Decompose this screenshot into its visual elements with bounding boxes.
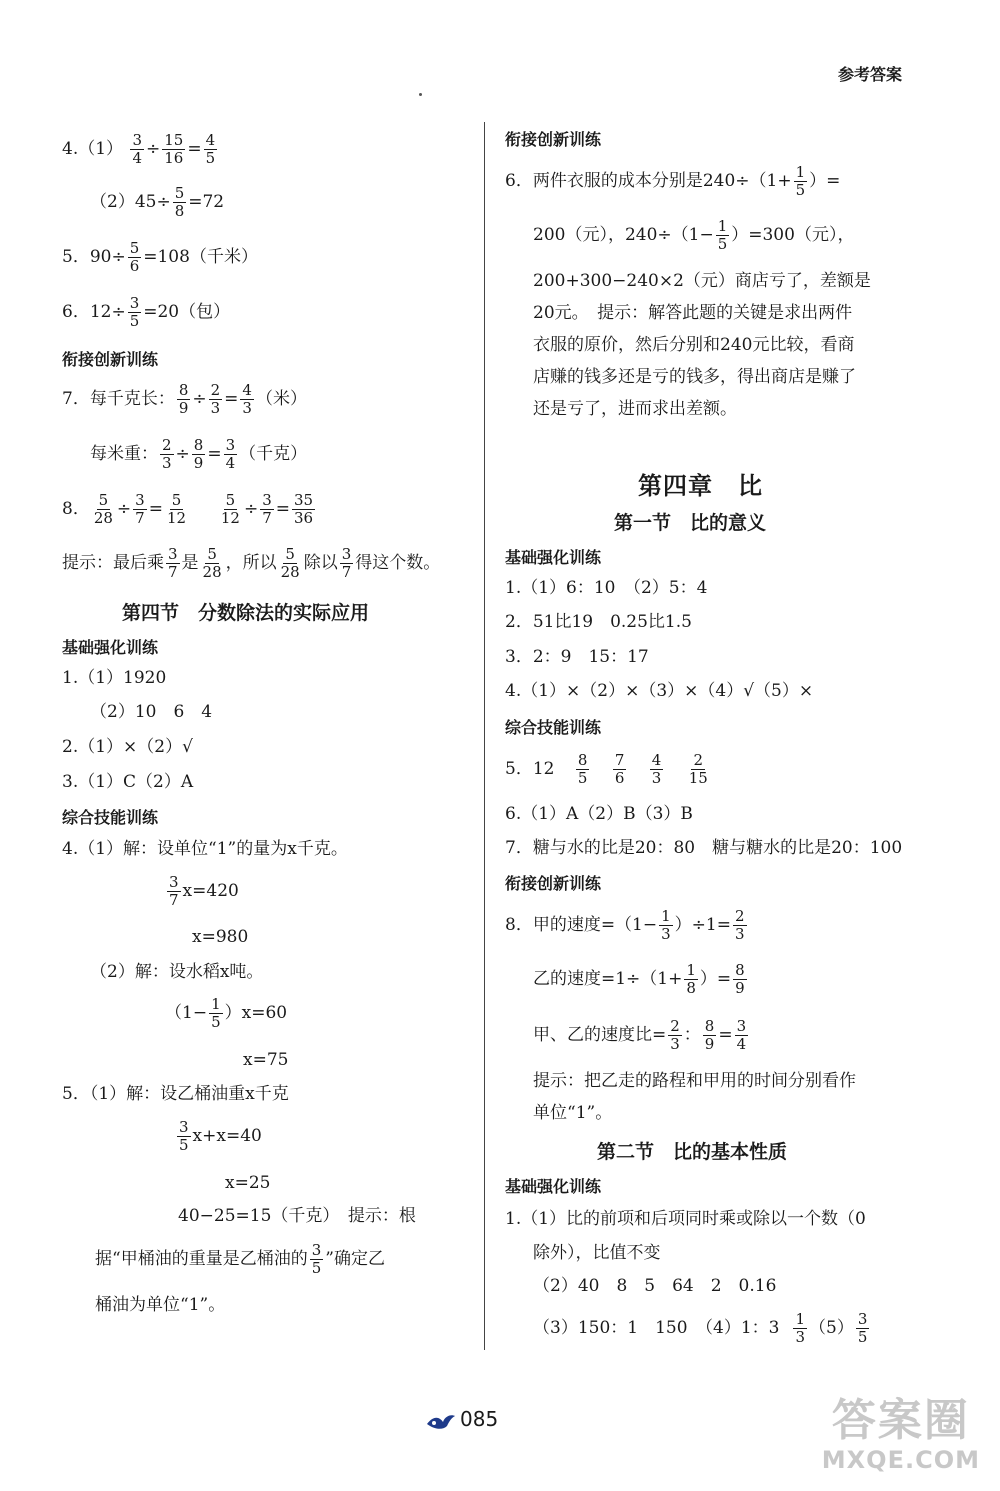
page-number: 085 [460,1407,499,1431]
left-c5-eq1: $\frac{3}{5}$ x+x=40 [179,1118,262,1154]
right-subheading-5: 基础强化训练 [505,1177,602,1196]
left-b1-1: 1.（1）1920 [62,668,167,688]
fraction: $\frac{5}{28}$ [202,545,222,581]
right-b1-line4: （3）150：1 150 （4）1：3 $\frac{1}{3}$ （5） $\frac{3}{5}$ [533,1310,868,1346]
fraction: $\frac{5}{12}$ [220,491,240,527]
fraction: $\frac{3}{5}$ [857,1310,868,1346]
right-q6-line4: 20元。 提示：解答此题的关键是求出两件 [533,303,853,323]
fraction: $\frac{1}{3}$ [795,1310,806,1346]
left-b3: 3.（1）C（2）A [62,772,194,792]
fraction: $\frac{15}{16}$ [164,131,184,167]
fraction: $\frac{5}{28}$ [280,545,300,581]
right-q6-line7: 还是亏了，进而求出差额。 [533,399,737,419]
fraction: $\frac{2}{3}$ [670,1017,680,1053]
decorative-dot [419,93,422,96]
fraction: $\frac{2}{15}$ [688,751,708,787]
left-c5-hint: 据“甲桶油的重量是乙桶油的 $\frac{3}{5}$ ”确定乙 [95,1241,385,1277]
fraction: $\frac{35}{36}$ [294,491,314,527]
left-c5-hint-end: 桶油为单位“1”。 [95,1295,226,1315]
left-q7b: 每米重： $\frac{2}{3}$ ÷ $\frac{8}{9}$ = $\frac{3}{4}$ （千克） [90,436,308,472]
right-a8-line2: 乙的速度=1÷（1+ $\frac{1}{8}$ ）= $\frac{8}{9}$ [533,961,745,997]
fraction: $\frac{8}{5}$ [577,751,588,787]
left-c4-eq2: x=980 [192,927,249,947]
right-subheading-1: 衔接创新训练 [505,130,602,149]
right-a8-hint2: 单位“1”。 [533,1103,613,1123]
watermark [822,1396,980,1474]
left-q8: 8． $\frac{5}{28}$ ÷ $\frac{3}{7}$ = $\frac{5}{12}$ $\frac{5}{12}$ ÷ $\frac{3}{7}$ = $\frac{35}{36}$ [62,491,314,527]
left-subheading-3: 综合技能训练 [62,808,159,827]
left-q4-2: （2）45÷ $\frac{5}{8}$ =72 [90,184,225,220]
left-c5-eq2: x=25 [225,1173,271,1193]
fraction: $\frac{5}{6}$ [129,239,140,275]
right-b1-line2: 除外），比值不变 [533,1243,661,1263]
fraction: $\frac{2}{3}$ [734,907,745,943]
left-c5-eq3: 40−25=15（千克） 提示：根 [178,1206,416,1226]
fraction: $\frac{3}{4}$ [132,131,142,167]
fraction: $\frac{3}{7}$ [341,545,352,581]
fraction: $\frac{3}{7}$ [169,873,179,909]
fraction: $\frac{8}{9}$ [193,436,204,472]
fraction: $\frac{3}{4}$ [736,1017,747,1053]
fraction: $\frac{7}{6}$ [614,751,625,787]
left-hint-1: 提示：最后乘 $\frac{3}{7}$ 是 $\frac{5}{28}$ ，所以 $\frac{5}{28}$ 除以 $\frac{3}{7}$ 得这个数。 [62,545,441,581]
fraction: $\frac{3}{5}$ [311,1241,322,1277]
right-q6-line2: 200（元），240÷（1− $\frac{1}{5}$ ）=300（元）， [533,217,855,253]
fraction: $\frac{4}{3}$ [651,751,662,787]
left-q6: 6．12÷ $\frac{3}{5}$ =20（包） [62,294,231,330]
fraction: $\frac{3}{5}$ [179,1118,189,1154]
right-a1: 1.（1）6：10 （2）5：4 [505,578,708,598]
right-q6-line1: 6．两件衣服的成本分别是240÷（1+ $\frac{1}{5}$ ）= [505,163,841,199]
right-a8-hint1: 提示：把乙走的路程和甲用的时间分别看作 [533,1071,856,1091]
fraction: $\frac{2}{3}$ [162,436,172,472]
left-c4-eq4: x=75 [243,1050,289,1070]
right-b1-line3: （2）40 8 5 64 2 0.16 [533,1276,777,1296]
left-subheading-2: 基础强化训练 [62,638,159,657]
left-c4-2: （2）解：设水稻x吨。 [90,962,264,982]
fraction: $\frac{1}{3}$ [661,907,671,943]
right-a3: 3．2：9 15：17 [505,647,649,667]
left-c5-1: 5．（1）解：设乙桶油重x千克 [62,1084,289,1104]
right-section1-title: 第一节 比的意义 [614,512,767,534]
left-section4-title: 第四节 分数除法的实际应用 [122,602,370,624]
fraction: $\frac{4}{5}$ [205,131,216,167]
fraction: $\frac{8}{9}$ [704,1017,715,1053]
fraction: $\frac{3}{7}$ [168,545,178,581]
right-a8-line1: 8．甲的速度=（1− $\frac{1}{3}$ ）÷1= $\frac{2}{3}$ [505,907,745,943]
left-c4-eq1: $\frac{3}{7}$ x=420 [169,873,239,909]
right-a6: 6.（1）A（2）B（3）B [505,804,693,824]
fraction: $\frac{3}{7}$ [262,491,272,527]
fraction: $\frac{2}{3}$ [210,381,221,417]
column-divider [484,122,485,1350]
left-c4-eq3: （1− $\frac{1}{5}$ ）x=60 [165,995,288,1031]
left-q7a: 7．每千克长： $\frac{8}{9}$ ÷ $\frac{2}{3}$ = $\frac{4}{3}$ （米） [62,381,307,417]
fraction: $\frac{1}{8}$ [686,961,696,997]
left-b1-2: （2）10 6 4 [90,702,213,722]
fraction: $\frac{3}{4}$ [225,436,236,472]
right-section2-title: 第二节 比的基本性质 [597,1141,788,1163]
left-q5: 5．90÷ $\frac{5}{6}$ =108（千米） [62,239,258,275]
fraction: $\frac{8}{9}$ [735,961,745,997]
fraction: $\frac{5}{8}$ [174,184,185,220]
bird-logo-icon [425,1410,457,1432]
fraction: $\frac{5}{12}$ [166,491,187,527]
right-a2: 2．51比19 0.25比1.5 [505,612,692,632]
right-a5: 5．12 $\frac{8}{5}$ $\frac{7}{6}$ $\frac{4}{3}$ $\frac{2}{15}$ [505,751,708,787]
fraction: $\frac{8}{9}$ [178,381,189,417]
right-q6-line5: 衣服的原价，然后分别和240元比较，看商 [533,335,855,355]
right-b1-line1: 1.（1）比的前项和后项同时乘或除以一个数（0 [505,1209,866,1229]
fraction: $\frac{1}{5}$ [211,995,221,1031]
right-chapter-title: 第四章 比 [638,472,763,500]
right-subheading-4: 衔接创新训练 [505,874,602,893]
fraction: $\frac{1}{5}$ [795,163,806,199]
left-b2: 2.（1）×（2）√ [62,737,193,757]
page-header-title: 参考答案 [837,65,902,84]
fraction: $\frac{4}{3}$ [242,381,252,417]
left-subheading-1: 衔接创新训练 [62,350,159,369]
left-q4-1: 4.（1） $\frac{3}{4}$ ÷ $\frac{15}{16}$ = $\frac{4}{5}$ [62,131,216,167]
right-subheading-3: 综合技能训练 [505,718,602,737]
fraction: $\frac{3}{5}$ [129,294,140,330]
right-q6-line3: 200+300−240×2（元）商店亏了，差额是 [533,271,871,291]
watermark-url: MXQE.COM [821,1446,980,1474]
right-a8-line3: 甲、乙的速度比= $\frac{2}{3}$ ： $\frac{8}{9}$ = $\frac{3}{4}$ [533,1017,747,1053]
fraction: $\frac{1}{5}$ [717,217,728,253]
watermark-main: 答案圈 [831,1395,970,1446]
left-c4-1: 4.（1）解：设单位“1”的量为x千克。 [62,839,348,859]
right-a7: 7．糖与水的比是20：80 糖与糖水的比是20：100 [505,838,903,858]
right-q6-line6: 店赚的钱多还是亏的钱多，得出商店是赚了 [533,367,856,387]
right-subheading-2: 基础强化训练 [505,548,602,567]
fraction: $\frac{5}{28}$ [93,491,113,527]
fraction: $\frac{3}{7}$ [135,491,145,527]
right-a4: 4.（1）×（2）×（3）×（4）√（5）× [505,681,814,701]
